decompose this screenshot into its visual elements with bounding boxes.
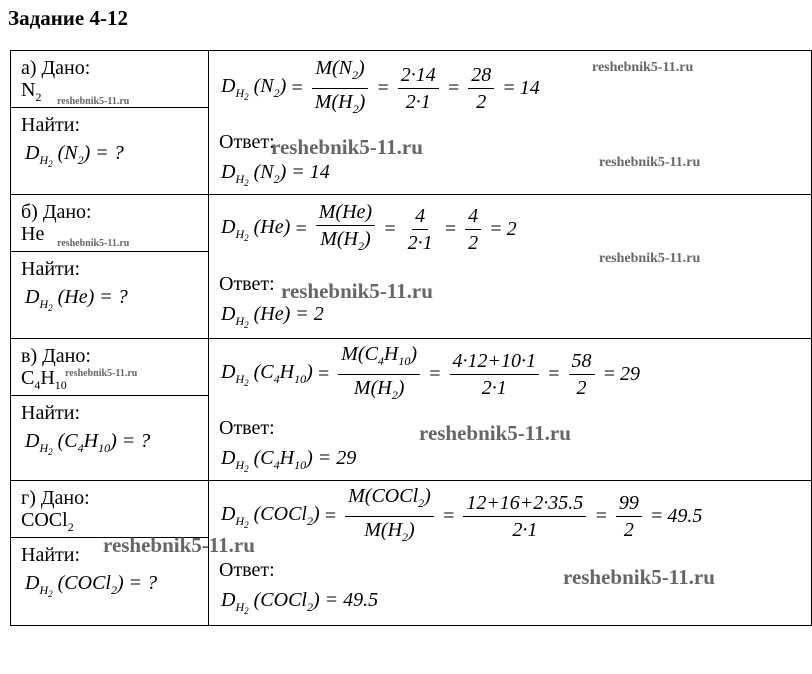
task-row-a	[11, 51, 812, 195]
watermark: reshebnik5-11.ru	[271, 135, 423, 159]
given-substance-a: $N_2$	[21, 79, 42, 104]
answer-label-b: Ответ:	[219, 273, 275, 295]
given-cell-b	[11, 195, 209, 339]
solution-cell-b	[209, 195, 812, 339]
given-block-d	[11, 481, 208, 538]
watermark: reshebnik5-11.ru	[65, 368, 138, 379]
given-block-c	[11, 339, 208, 396]
task-row-d	[11, 481, 812, 626]
equation-d: $D_{H_2}$ (COCl$_2$) = $\frac{M(COCl_2)}{M(H_2)}$ = $\frac{12+16+2\cdot 35.5}{2\cdot 1}$ = $\frac{99}{2}$ = 49.5	[221, 485, 703, 544]
watermark: reshebnik5-11.ru	[419, 421, 571, 445]
find-formula-b: $D_{H_2}$ (He) = ?	[25, 286, 128, 313]
find-label-d: Найти:	[21, 544, 81, 566]
given-label-c: в) Дано:	[21, 345, 91, 367]
watermark: reshebnik5-11.ru	[57, 96, 130, 107]
solution-cell-a	[209, 51, 812, 195]
watermark: reshebnik5-11.ru	[592, 60, 694, 75]
watermark: reshebnik5-11.ru	[599, 155, 701, 170]
answer-d: $D_{H_2}$ (COCl$_2$) = 49.5	[221, 589, 379, 616]
watermark: reshebnik5-11.ru	[103, 533, 255, 557]
find-formula-d: $D_{H_2}$ (COCl$_2$) = ?	[25, 572, 158, 599]
solution-cell-d	[209, 481, 812, 626]
watermark: reshebnik5-11.ru	[563, 565, 715, 589]
given-cell-c	[11, 339, 209, 481]
find-block-c	[11, 396, 208, 463]
find-block-a	[11, 108, 208, 175]
equation-b: $D_{H_2}$ (He) = $\frac{M(He)}{M(H_2)}$ = $\frac{4}{2\cdot 1}$ = $\frac{4}{2}$ = 2	[221, 201, 517, 254]
answer-c: $D_{H_2}$ $(C_4H_{10}) = 29$	[221, 447, 357, 474]
answer-label-c: Ответ:	[219, 417, 275, 439]
given-substance-b: He	[21, 223, 45, 245]
given-block-b	[11, 195, 208, 252]
equation-a: $D_{H_2}$ $(N_2)$ = $\frac{M(N_2)}{M(H_2)}$ = $\frac{2\cdot 14}{2\cdot 1}$ = $\frac{28}{2}$ = 14	[221, 57, 540, 116]
answer-label-d: Ответ:	[219, 559, 275, 581]
find-label-c: Найти:	[21, 402, 81, 424]
given-label-b: б) Дано:	[21, 201, 92, 223]
find-formula-a: $D_{H_2}$ $(N_2)$ = ?	[25, 142, 124, 169]
find-formula-c: $D_{H_2}$ $(C_4H_{10})$ = ?	[25, 430, 151, 457]
find-block-b	[11, 252, 208, 319]
given-substance-d: COCl$_2$	[21, 509, 74, 534]
watermark: reshebnik5-11.ru	[57, 238, 130, 249]
given-substance-c: $C_4H_{10}$	[21, 367, 67, 392]
given-label-a: а) Дано:	[21, 57, 91, 79]
answer-a: $D_{H_2}$ $(N_2) = 14$	[221, 161, 330, 188]
task-row-c	[11, 339, 812, 481]
find-label-a: Найти:	[21, 114, 81, 136]
answer-label-a: Ответ:	[219, 131, 275, 153]
given-block-a	[11, 51, 208, 108]
task-row-b	[11, 195, 812, 339]
watermark: reshebnik5-11.ru	[281, 279, 433, 303]
task-table	[10, 50, 812, 626]
find-label-b: Найти:	[21, 258, 81, 280]
page-title: Задание 4-12	[8, 6, 128, 30]
equation-c: $D_{H_2}$ $(C_4H_{10})$ = $\frac{M(C_4H_{10})}{M(H_2)}$ = $\frac{4\cdot 12+10\cdot 1}{2\cdot 1}$ = $\frac{58}{2}$ = 29	[221, 343, 641, 402]
solution-cell-c	[209, 339, 812, 481]
answer-b: $D_{H_2}$ (He) = 2	[221, 303, 324, 330]
given-cell-a	[11, 51, 209, 195]
watermark: reshebnik5-11.ru	[599, 251, 701, 266]
given-label-d: г) Дано:	[21, 487, 90, 509]
